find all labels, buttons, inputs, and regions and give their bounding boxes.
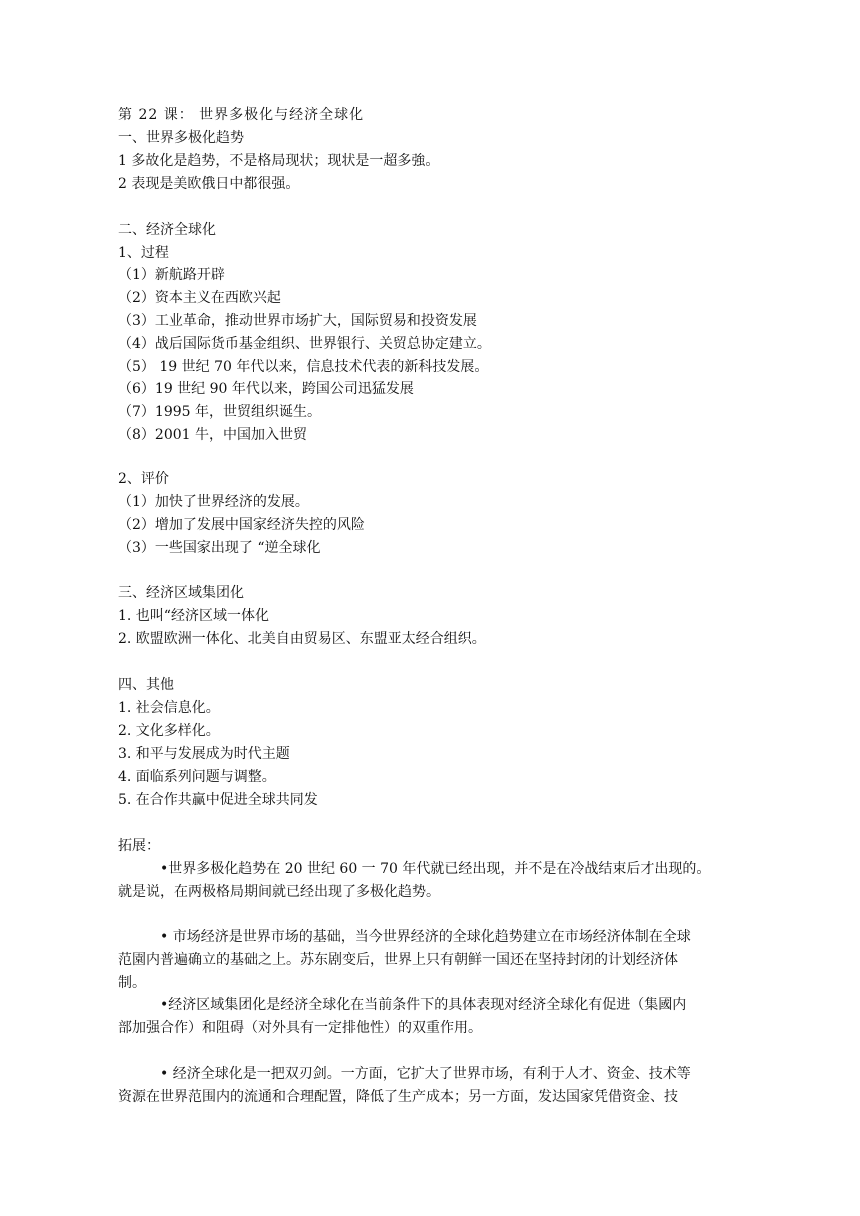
section1-item: 2 表现是美欧俄日中都很强。	[118, 176, 300, 192]
extension-paragraph-2-line: • 市场经济是世界市场的基础，当今世界经济的全球化趋势建立在市场经济体制在全球	[160, 929, 691, 945]
extension-paragraph-1-line: 就是说，在两极格局期间就已经出现了多极化趋势。	[118, 884, 440, 900]
section1-heading: 一、世界多极化趋势	[118, 130, 244, 146]
process-item: （8）2001 牛，中国加入世贸	[118, 427, 307, 443]
section4-item: 2. 文化多样化。	[118, 723, 220, 739]
lesson-title: 第 22 课： 世界多极化与经济全球化	[118, 107, 365, 123]
extension-paragraph-4-line: • 经济全球化是一把双刃剑。一方面，它扩大了世界市场，有利于人才、资金、技术等	[160, 1066, 691, 1082]
extension-paragraph-3-line: 部加强合作）和阻碍（对外具有一定排他性）的双重作用。	[118, 1020, 482, 1036]
process-item: （7）1995 年，世贸组织诞生。	[118, 404, 321, 420]
process-item: （5） 19 世纪 70 年代以来，信息技术代表的新科技发展。	[118, 359, 489, 375]
section2-heading: 二、经济全球化	[118, 222, 216, 238]
process-heading: 1、过程	[118, 245, 169, 261]
section3-item: 2. 欧盟欧洲一体化、北美自由贸易区、东盟亚太经合组织。	[118, 631, 486, 647]
process-item: （4）战后国际货币基金组织、世界银行、关贸总协定建立。	[118, 336, 491, 352]
evaluation-item: （2）增加了发展中国家经济失控的风险	[118, 517, 365, 533]
evaluation-item: （1）加快了世界经济的发展。	[118, 494, 309, 510]
section4-item: 1. 社会信息化。	[118, 700, 220, 716]
section4-item: 5. 在合作共赢中促进全球共同发	[118, 792, 318, 808]
extension-paragraph-2-line: 范園内普遍确立的基础之上。苏东剧变后，世界上只有朝鲜一国还在坚持封闭的计划经济体	[118, 952, 678, 968]
section4-item: 3. 和平与发展成为时代主题	[118, 746, 290, 762]
extension-paragraph-1-line: •世界多极化趋势在 20 世纪 60 一 70 年代就已经出现，并不是在冷战结束后才出现的。	[160, 861, 711, 877]
section1-item: 1 多故化是趋势，不是格局现状；现状是一超多強。	[118, 153, 440, 169]
extension-paragraph-4-line: 资源在世界范围内的流通和合理配置，降低了生产成本；另一方面，发达国家凭借资金、技	[118, 1089, 678, 1105]
process-item: （6）19 世纪 90 年代以来，跨国公司迅猛发展	[118, 381, 414, 397]
extension-paragraph-3-line: •经济区域集团化是经济全球化在当前条件下的具体表现对经济全球化有促进（集國内	[160, 997, 687, 1013]
process-item: （1）新航路开辟	[118, 267, 225, 283]
evaluation-heading: 2、评价	[118, 471, 169, 487]
section4-heading: 四、其他	[118, 677, 174, 693]
extension-paragraph-2-line: 制。	[118, 975, 146, 991]
section4-item: 4. 面临系列问题与调整。	[118, 769, 276, 785]
section3-item: 1. 也叫“经济区域一体化	[118, 608, 269, 624]
process-item: （2）资本主义在西欧兴起	[118, 290, 281, 306]
extension-heading: 拓展：	[118, 838, 160, 854]
section3-heading: 三、经济区域集团化	[118, 585, 244, 601]
evaluation-item: （3）一些国家出现了 “逆全球化	[118, 540, 321, 556]
process-item: （3）工业革命，推动世界市场扩大，国际贸易和投资发展	[118, 313, 477, 329]
